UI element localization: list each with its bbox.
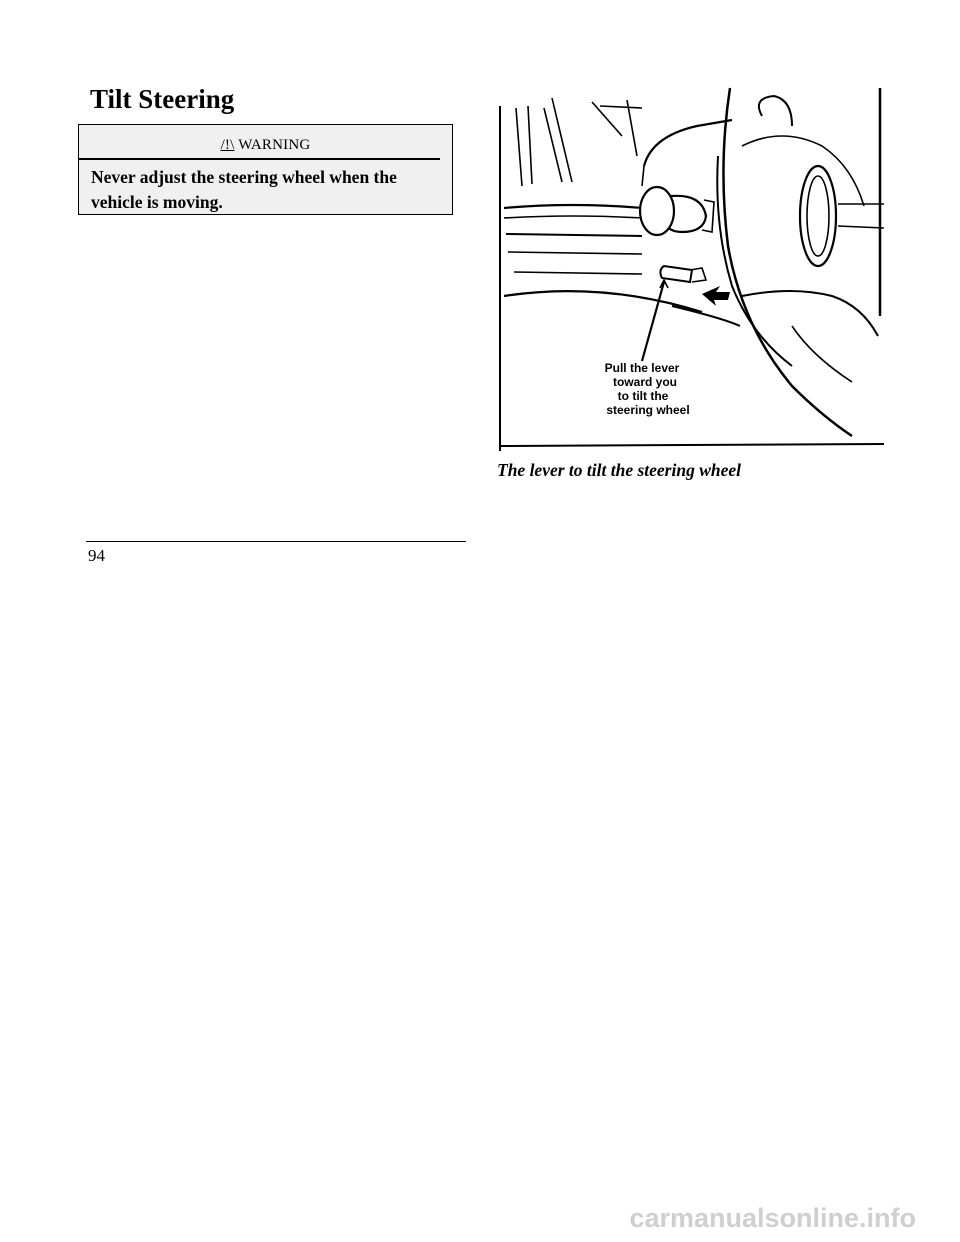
steering-column-illustration — [492, 86, 886, 454]
warning-text: Never adjust the steering wheel when the vehicle is moving. — [91, 167, 397, 212]
warning-box — [78, 124, 453, 215]
warning-label: WARNING — [238, 137, 311, 153]
callout-line-4: steering wheel — [606, 403, 690, 417]
page-title: Tilt Steering — [90, 84, 235, 114]
figure-caption: The lever to tilt the steering wheel — [497, 460, 742, 480]
callout-line-1: Pull the lever — [604, 361, 680, 375]
warning-heading — [79, 137, 452, 154]
footer-divider — [86, 541, 466, 542]
page-number: 94 — [88, 546, 105, 565]
site-watermark: carmanualsonline.info — [629, 1203, 916, 1233]
warning-icon: /!\ — [220, 137, 235, 153]
callout-line-3: to tilt the — [617, 389, 669, 403]
callout-line-2: toward you — [612, 375, 678, 389]
warning-divider — [79, 158, 440, 160]
